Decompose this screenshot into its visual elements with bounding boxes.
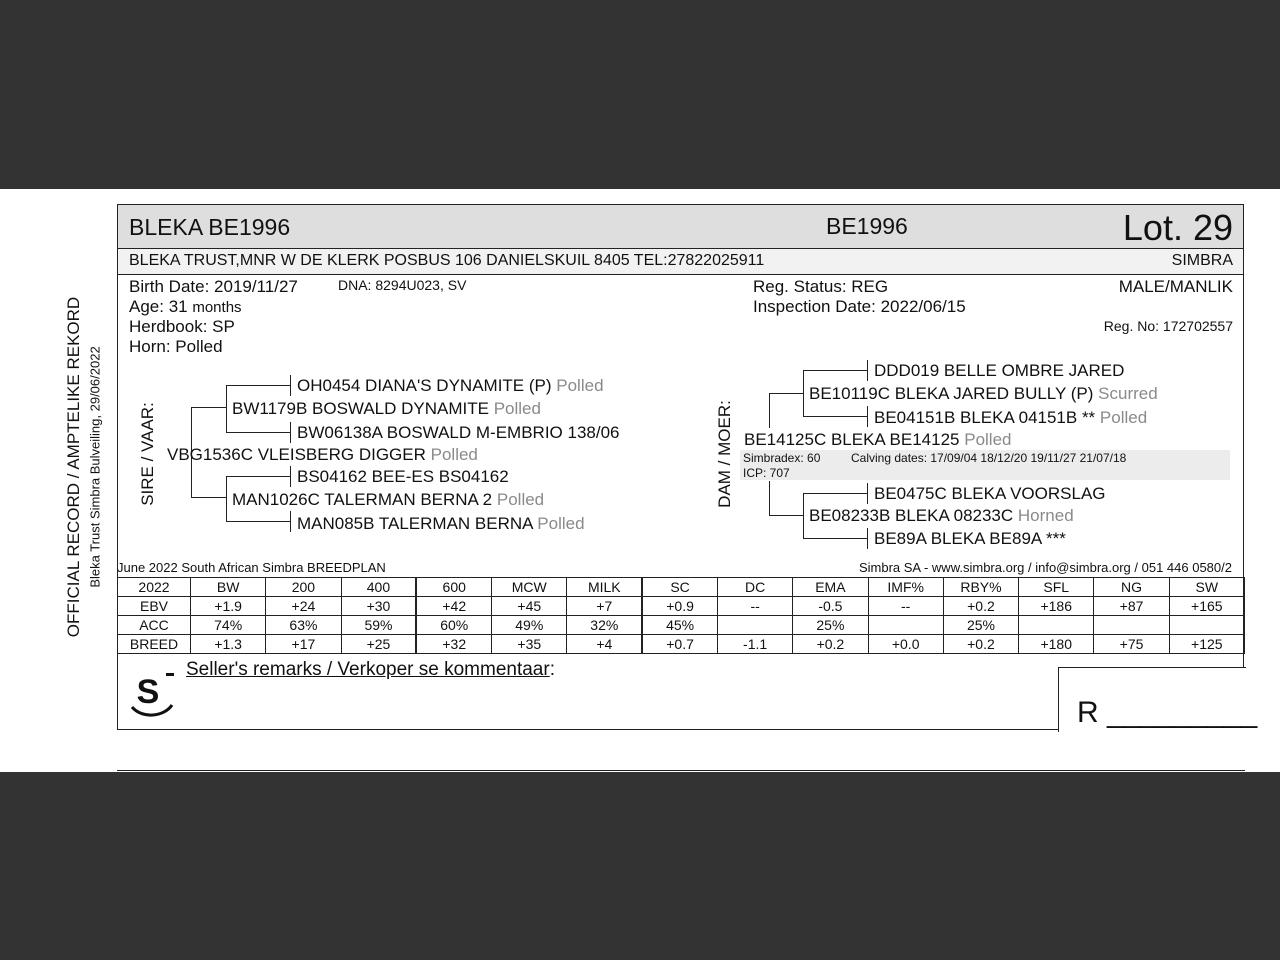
dam-label: DAM / MOER: — [715, 400, 734, 508]
registration-status: Reg. Status: REG — [753, 277, 889, 296]
dam-connector — [769, 393, 804, 394]
dam-sire-connector — [803, 370, 867, 371]
sire-dam-dam: MAN085B TALERMAN BERNA Polled — [297, 514, 585, 533]
official-record-title: OFFICIAL RECORD / AMPTELIKE REKORD — [64, 296, 83, 638]
birth-date: Birth Date: 2019/11/27 — [129, 277, 298, 296]
dam-sire: BE10119C BLEKA JARED BULLY (P) Scurred — [809, 384, 1158, 403]
age-value: Age: 31 — [129, 297, 188, 316]
sire-sire: BW1179B BOSWALD DYNAMITE Polled — [232, 399, 541, 418]
dam-sire-dam: BE04151B BLEKA 04151B ** Polled — [874, 408, 1148, 427]
table-cell: 63% — [266, 616, 341, 635]
table-cell: +45 — [492, 597, 567, 616]
breedplan-caption: June 2022 South African Simbra BREEDPLAN — [117, 560, 386, 575]
table-cell: +0.7 — [642, 635, 717, 654]
sire-sire-connector — [226, 432, 290, 433]
dam-dam-sire: BE0475C BLEKA VOORSLAG — [874, 484, 1106, 503]
table-cell: MCW — [492, 578, 567, 597]
dam-dam-dam: BE89A BLEKA BE89A *** — [874, 529, 1066, 548]
table-cell: 74% — [191, 616, 266, 635]
table-cell: SFL — [1019, 578, 1094, 597]
table-cell: BREED — [118, 635, 191, 654]
dam-sire-connector — [803, 416, 867, 417]
table-cell: +35 — [492, 635, 567, 654]
table-cell: EBV — [118, 597, 191, 616]
table-cell — [868, 616, 943, 635]
table-row — [118, 635, 1245, 654]
table-cell: +87 — [1094, 597, 1169, 616]
table-cell: IMF% — [868, 578, 943, 597]
table-cell: +24 — [266, 597, 341, 616]
table-cell: +17 — [266, 635, 341, 654]
table-cell: +7 — [567, 597, 642, 616]
table-cell: +75 — [1094, 635, 1169, 654]
table-cell: +0.2 — [793, 635, 868, 654]
ebv-table — [117, 577, 1245, 654]
sire-connector — [191, 407, 226, 408]
sire-dam-connector — [226, 521, 290, 522]
sire-sire-dam: BW06138A BOSWALD M-EMBRIO 138/06 — [297, 423, 620, 442]
sire-sire-connector — [290, 422, 291, 443]
sire-dam-connector — [226, 476, 290, 477]
table-cell: EMA — [793, 578, 868, 597]
herdbook: Herdbook: SP — [129, 317, 235, 336]
table-cell: +1.9 — [191, 597, 266, 616]
age — [129, 297, 242, 317]
table-cell: DC — [717, 578, 792, 597]
table-cell: +180 — [1019, 635, 1094, 654]
table-cell — [1094, 616, 1169, 635]
sire-sire-sire: OH0454 DIANA'S DYNAMITE (P) Polled — [297, 376, 604, 395]
registration-number: Reg. No: 172702557 — [1103, 318, 1233, 334]
animal-name: BLEKA BE1996 — [129, 214, 291, 240]
table-cell: SC — [642, 578, 717, 597]
icp: ICP: 707 — [743, 466, 790, 480]
sex: MALE/MANLIK — [1118, 277, 1233, 296]
price-blank[interactable]: _________ — [1107, 696, 1258, 729]
table-cell — [717, 616, 792, 635]
owner-details: BLEKA TRUST,MNR W DE KLERK POSBUS 106 DANIELSKUIL 8405 TEL:27822025911 — [129, 252, 765, 269]
table-cell: +42 — [416, 597, 491, 616]
official-record-subtitle: Bleka Trust Simbra Bulveiling, 29/06/2022 — [87, 346, 103, 588]
table-cell: 25% — [943, 616, 1018, 635]
inspection-date: Inspection Date: 2022/06/15 — [753, 297, 966, 316]
table-cell: +1.3 — [191, 635, 266, 654]
dam-sire-connector — [803, 370, 804, 417]
animal-id: BE1996 — [826, 213, 908, 239]
table-cell: 400 — [341, 578, 416, 597]
table-cell: BW — [191, 578, 266, 597]
table-cell: 25% — [793, 616, 868, 635]
seller-remarks-label: Seller's remarks / Verkoper se kommentaar: — [186, 659, 555, 680]
table-cell: RBY% — [943, 578, 1018, 597]
age-unit: months — [192, 299, 242, 316]
svg-text:S: S — [136, 673, 160, 711]
breed-name: SIMBRA — [1171, 252, 1233, 269]
price-box — [1058, 667, 1258, 732]
table-cell: 600 — [416, 578, 491, 597]
sire-label: SIRE / VAAR: — [138, 402, 157, 506]
table-cell: +4 — [567, 635, 642, 654]
table-cell: 32% — [567, 616, 642, 635]
title-bar — [118, 205, 1243, 249]
table-cell: +165 — [1169, 597, 1244, 616]
table-cell: 200 — [266, 578, 341, 597]
table-row — [118, 597, 1245, 616]
table-cell: +0.0 — [868, 635, 943, 654]
table-cell: MILK — [567, 578, 642, 597]
sire-sire-connector — [226, 385, 227, 433]
sire-dam-connector — [226, 476, 227, 522]
sire-connector — [191, 497, 226, 498]
sire-dam-sire: BS04162 BEE-ES BS04162 — [297, 467, 509, 486]
table-cell: 49% — [492, 616, 567, 635]
dam-connector — [769, 481, 770, 516]
association-contact: Simbra SA - www.simbra.org / info@simbra.org / 051 446 0580/2 — [858, 560, 1232, 575]
table-cell: +186 — [1019, 597, 1094, 616]
table-cell: -- — [717, 597, 792, 616]
dam-sire-connector — [867, 360, 868, 381]
table-cell: -1.1 — [717, 635, 792, 654]
page-divider — [117, 770, 1245, 771]
table-cell: +0.2 — [943, 597, 1018, 616]
table-cell: 2022 — [118, 578, 191, 597]
sire-sire-connector — [290, 375, 291, 396]
table-cell: ACC — [118, 616, 191, 635]
dam-dam-connector — [867, 483, 868, 504]
table-cell: 45% — [642, 616, 717, 635]
simbradex: Simbradex: 60 — [743, 451, 821, 465]
table-cell: SW — [1169, 578, 1244, 597]
dam-dam-connector — [803, 493, 867, 494]
table-cell — [1019, 616, 1094, 635]
table-cell: +30 — [341, 597, 416, 616]
simbra-logo-icon — [126, 667, 178, 719]
dam-dam-connector — [867, 528, 868, 549]
table-cell: +0.2 — [943, 635, 1018, 654]
table-cell: +125 — [1169, 635, 1244, 654]
owner-bar — [118, 249, 1243, 275]
table-cell: -- — [868, 597, 943, 616]
horn-status: Horn: Polled — [129, 337, 223, 356]
sire-dam-connector — [290, 511, 291, 532]
sire-sire-connector — [226, 385, 290, 386]
dam-sire-connector — [867, 406, 868, 427]
sire-dam: MAN1026C TALERMAN BERNA 2 Polled — [232, 490, 545, 509]
lot-number: Lot. 29 — [1122, 207, 1233, 248]
table-cell — [1169, 616, 1244, 635]
table-cell: NG — [1094, 578, 1169, 597]
table-cell: +0.9 — [642, 597, 717, 616]
calving-dates: Calving dates: 17/09/04 18/12/20 19/11/27 21/07/18 — [851, 451, 1127, 465]
table-cell: +25 — [341, 635, 416, 654]
table-header-row — [118, 578, 1245, 597]
sire: VBG1536C VLEISBERG DIGGER Polled — [167, 445, 478, 464]
price-label: R _________ — [1077, 696, 1258, 729]
dna-info: DNA: 8294U023, SV — [338, 277, 467, 293]
dam-dam-connector — [803, 493, 804, 539]
dam-dam: BE08233B BLEKA 08233C Horned — [809, 506, 1074, 525]
dam-performance-box — [740, 450, 1230, 480]
dam-dam-connector — [803, 538, 867, 539]
dam: BE14125C BLEKA BE14125 Polled — [744, 430, 1012, 449]
sire-dam-connector — [290, 466, 291, 487]
table-cell: +32 — [416, 635, 491, 654]
table-cell: 60% — [416, 616, 491, 635]
table-row — [118, 616, 1245, 635]
dam-connector — [769, 393, 770, 428]
dam-sire-sire: DDD019 BELLE OMBRE JARED — [874, 361, 1125, 380]
dam-connector — [769, 515, 804, 516]
table-cell: 59% — [341, 616, 416, 635]
table-cell: -0.5 — [793, 597, 868, 616]
